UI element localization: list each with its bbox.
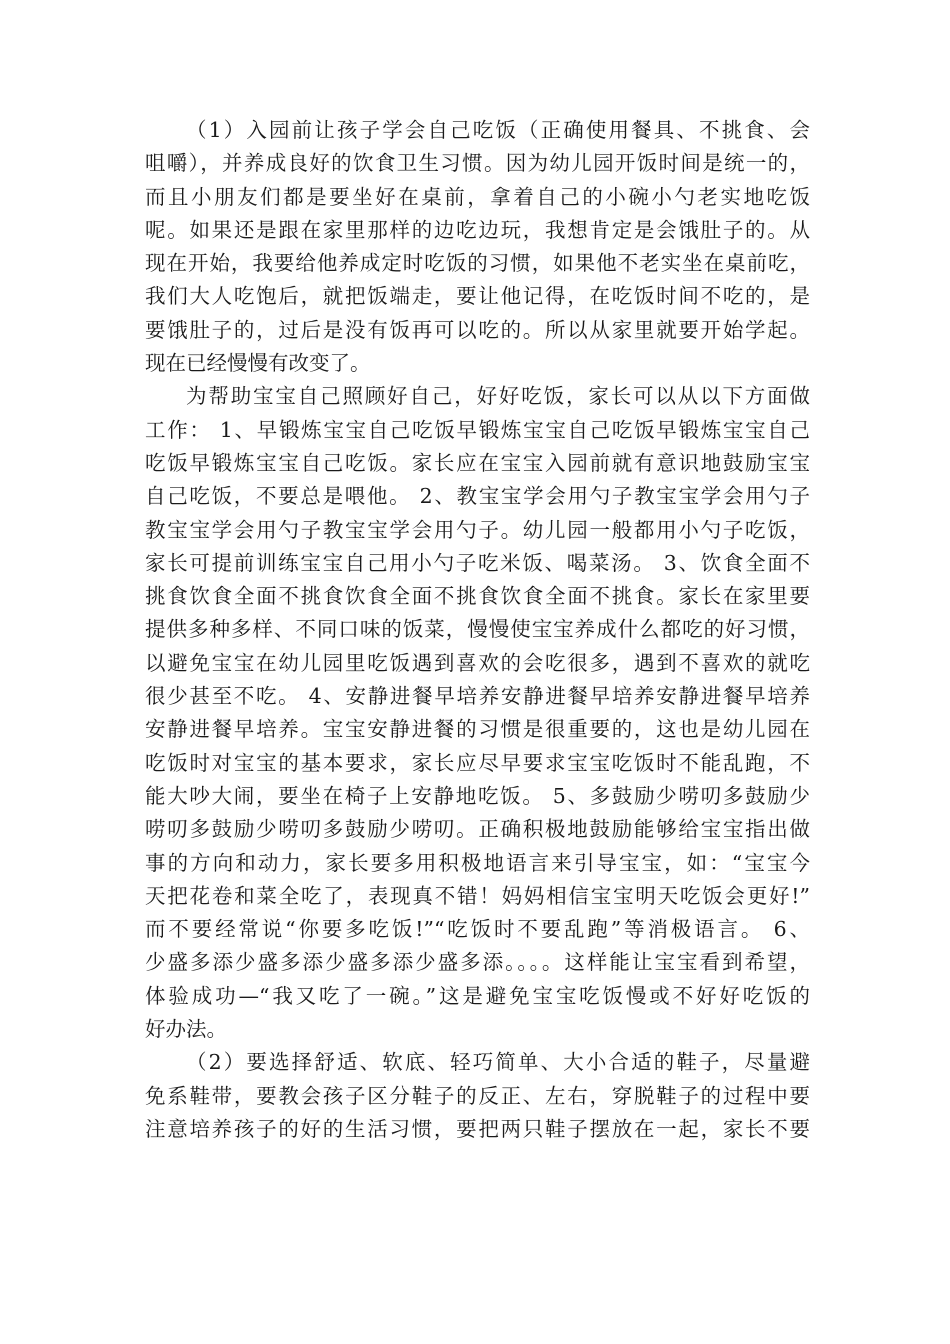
text-line: 自己吃饭，不要总是喂他。 2、教宝宝学会用勺子教宝宝学会用勺子 [145, 484, 810, 509]
text-line: 为帮助宝宝自己照顾好自己，好好吃饭，家长可以从以下方面做 [186, 384, 810, 409]
text-line: 事的方向和动力，家长要多用积极地语言来引导宝宝，如：“宝宝今 [145, 850, 810, 875]
text-line: 吃饭时对宝宝的基本要求，家长应尽早要求宝宝吃饭时不能乱跑，不 [145, 750, 810, 775]
text-line: 提供多种多样、不同口味的饭菜，慢慢使宝宝养成什么都吃的好习惯， [145, 617, 810, 642]
text-line: 很少甚至不吃。 4、安静进餐早培养安静进餐早培养安静进餐早培养 [145, 684, 810, 709]
text-line: 呢。如果还是跟在家里那样的边吃边玩，我想肯定是会饿肚子的。从 [145, 217, 810, 242]
text-line: 安静进餐早培养。宝宝安静进餐的习惯是很重要的，这也是幼儿园在 [145, 717, 810, 742]
text-line: （1）入园前让孩子学会自己吃饭（正确使用餐具、不挑食、会 [186, 118, 810, 142]
text-line: 天把花卷和菜全吃了，表现真不错！妈妈相信宝宝明天吃饭会更好!” [145, 883, 810, 908]
text-line: 唠叨多鼓励少唠叨多鼓励少唠叨。正确积极地鼓励能够给宝宝指出做 [145, 817, 810, 842]
text-line: 体验成功—“我又吃了一碗。”这是避免宝宝吃饭慢或不好好吃饭的 [145, 983, 810, 1008]
text-line: 而不要经常说“你要多吃饭!”“吃饭时不要乱跑”等消极语言。 6、 [145, 917, 810, 942]
text-line: 以避免宝宝在幼儿园里吃饭遇到喜欢的会吃很多，遇到不喜欢的就吃 [145, 650, 810, 675]
paragraph-3 [145, 1046, 810, 1146]
text-line: 工作： 1、早锻炼宝宝自己吃饭早锻炼宝宝自己吃饭早锻炼宝宝自己 [145, 417, 810, 442]
text-line: 能大吵大闹，要坐在椅子上安静地吃饭。 5、多鼓励少唠叨多鼓励少 [145, 783, 810, 808]
text-line: 咀嚼），并养成良好的饮食卫生习惯。因为幼儿园开饭时间是统一的， [145, 151, 810, 176]
text-line: 免系鞋带，要教会孩子区分鞋子的反正、左右，穿脱鞋子的过程中要 [145, 1083, 810, 1108]
text-line: 要饿肚子的，过后是没有饭再可以吃的。所以从家里就要开始学起。 [145, 317, 810, 342]
document-body [145, 114, 810, 1146]
paragraph-2 [145, 380, 810, 1046]
text-line: 而且小朋友们都是要坐好在桌前，拿着自己的小碗小勺老实地吃饭 [145, 184, 810, 209]
text-line: 教宝宝学会用勺子教宝宝学会用勺子。幼儿园一般都用小勺子吃饭， [145, 517, 810, 542]
text-line: （2）要选择舒适、软底、轻巧简单、大小合适的鞋子，尽量避 [186, 1050, 810, 1075]
text-line: 家长可提前训练宝宝自己用小勺子吃米饭、喝菜汤。 3、饮食全面不 [145, 550, 810, 575]
text-line: 少盛多添少盛多添少盛多添少盛多添。。。。这样能让宝宝看到希望， [145, 950, 810, 975]
text-line: 现在已经慢慢有改变了。 [145, 351, 371, 376]
text-line: 挑食饮食全面不挑食饮食全面不挑食饮食全面不挑食。家长在家里要 [145, 584, 810, 609]
text-line: 我们大人吃饱后，就把饭端走，要让他记得，在吃饭时间不吃的，是 [145, 284, 810, 309]
text-line: 注意培养孩子的好的生活习惯，要把两只鞋子摆放在一起，家长不要 [145, 1116, 810, 1141]
text-line: 好办法。 [145, 1017, 227, 1042]
text-line: 现在开始，我要给他养成定时吃饭的习惯，如果他不老实坐在桌前吃， [145, 251, 810, 276]
text-line: 吃饭早锻炼宝宝自己吃饭。家长应在宝宝入园前就有意识地鼓励宝宝 [145, 450, 810, 475]
paragraph-1 [145, 114, 810, 380]
